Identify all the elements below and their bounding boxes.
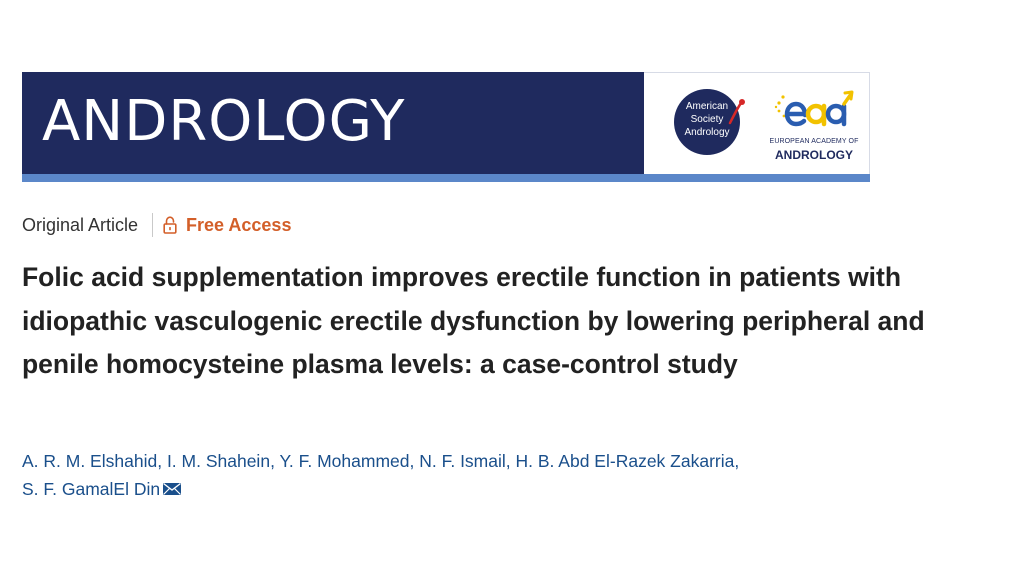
journal-banner-strip (22, 174, 870, 182)
asa-logo-accent-icon (728, 97, 746, 127)
author-list (22, 447, 922, 503)
asa-logo-line: Society (690, 114, 724, 125)
corresponding-author-link[interactable]: S. F. GamalEl Din (22, 479, 161, 499)
eaa-logo-org-name: ANDROLOGY (775, 148, 853, 162)
author-separator: , (505, 451, 516, 471)
society-logos (644, 72, 870, 174)
journal-banner[interactable] (22, 72, 870, 182)
free-access-label: Free Access (186, 214, 292, 235)
envelope-icon[interactable] (162, 482, 182, 496)
journal-banner-main (22, 72, 644, 174)
asa-logo-line: American (685, 101, 729, 112)
author-separator: , (157, 451, 167, 471)
meta-divider (152, 213, 153, 237)
eaa-logo-mark-icon (774, 89, 854, 133)
author-separator: , (270, 451, 280, 471)
author-link[interactable]: Y. F. Mohammed (279, 451, 410, 471)
author-link[interactable]: A. R. M. Elshahid (22, 451, 158, 471)
author-separator: , (734, 451, 740, 471)
author-link[interactable]: H. B. Abd El-Razek Zakarria (515, 451, 735, 471)
article-meta-row (22, 212, 291, 238)
author-link[interactable]: I. M. Shahein (166, 451, 271, 471)
article-title: Folic acid supplementation improves erectile function in patients with idiopathic vasculogenic erectile dysfunction by lowering peripheral and penile homocysteine plasma levels: a case-control study (22, 262, 925, 379)
journal-title: ANDROLOGY (42, 89, 406, 154)
lock-open-icon (163, 216, 177, 234)
eaa-logo-org-line: EUROPEAN ACADEMY OF (769, 138, 859, 145)
author-separator: , (409, 451, 420, 471)
article-type-label: Original Article (22, 214, 139, 235)
asa-logo-line: Andrology (684, 127, 730, 138)
eaa-logo[interactable] (764, 87, 864, 167)
author-link[interactable]: N. F. Ismail (419, 451, 506, 471)
asa-logo[interactable] (674, 89, 750, 165)
